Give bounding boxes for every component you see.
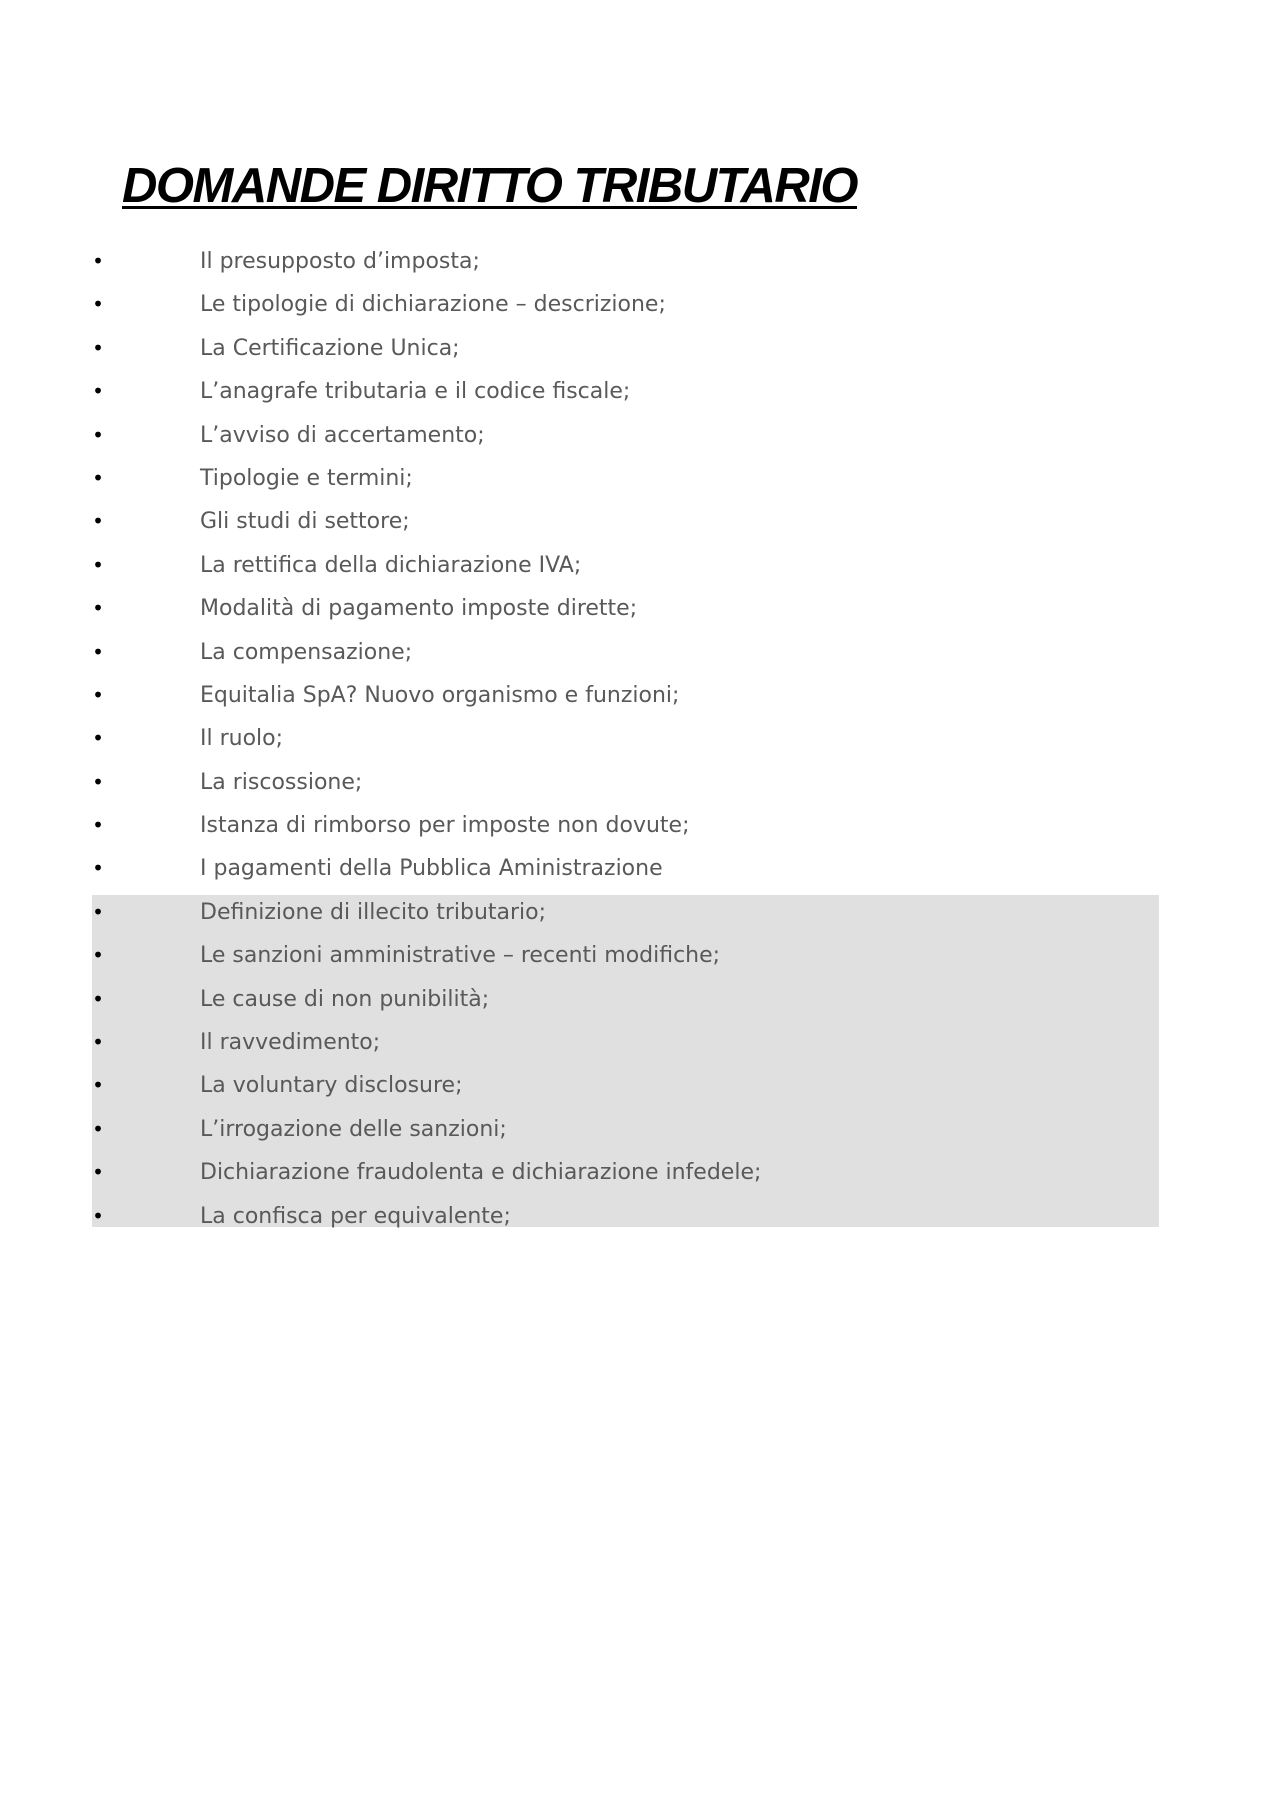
list-item-text: La riscossione; [200,769,363,795]
bullet-icon: • [92,943,104,968]
list-item-text: L’avviso di accertamento; [200,422,485,448]
list-item-highlighted [0,1021,1280,1064]
list-item-text: Definizione di illecito tributario; [200,899,547,925]
list-item-highlighted [0,978,1280,1021]
list-item-text: Modalità di pagamento imposte dirette; [200,596,638,622]
bullet-icon: • [92,639,104,664]
bullet-icon: • [92,769,104,794]
bullet-icon: • [92,856,104,881]
list-item-highlighted [0,1064,1280,1107]
list-item [0,457,1280,500]
bullet-icon: • [92,379,104,404]
list-item [0,761,1280,804]
list-item-highlighted [0,1151,1280,1194]
bullet-icon: • [92,1160,104,1185]
bullet-icon: • [92,1030,104,1055]
bullet-icon: • [92,682,104,707]
list-item-text: La compensazione; [200,639,413,665]
list-item-text: La Certificazione Unica; [200,335,460,361]
bullet-icon: • [92,1203,104,1228]
bullet-icon: • [92,726,104,751]
list-item [0,370,1280,413]
bullet-icon: • [92,596,104,621]
bullet-icon: • [92,465,104,490]
bullet-icon: • [92,899,104,924]
list-item [0,414,1280,457]
list-item [0,804,1280,847]
list-item-text: Dichiarazione fraudolenta e dichiarazione infedele; [200,1160,762,1186]
list-item [0,500,1280,543]
list-item-highlighted [0,891,1280,934]
list-item-text: L’irrogazione delle sanzioni; [200,1116,507,1142]
list-item [0,717,1280,760]
topic-list [0,240,1280,1238]
bullet-icon: • [92,552,104,577]
list-item [0,544,1280,587]
bullet-icon: • [92,249,104,273]
list-item-text: Istanza di rimborso per imposte non dovute; [200,813,690,839]
bullet-icon: • [92,1073,104,1098]
list-item-text: Il ruolo; [200,726,284,752]
list-item [0,283,1280,326]
list-item-text: L’anagrafe tributaria e il codice fiscale; [200,379,631,405]
list-item [0,847,1280,890]
list-item-text: La voluntary disclosure; [200,1073,463,1099]
bullet-icon: • [92,813,104,838]
list-item-highlighted [0,934,1280,977]
list-item-text: La confisca per equivalente; [200,1203,511,1229]
list-item-text: Le sanzioni amministrative – recenti modifiche; [200,943,721,969]
list-item-text: Gli studi di settore; [200,509,410,535]
list-item [0,587,1280,630]
list-item [0,631,1280,674]
bullet-icon: • [92,986,104,1011]
bullet-icon: • [92,422,104,447]
list-item-text: La rettifica della dichiarazione IVA; [200,552,582,578]
list-item-text: Equitalia SpA? Nuovo organismo e funzioni; [200,682,680,708]
list-item [0,674,1280,717]
list-item-text: Tipologie e termini; [200,465,413,491]
list-item-text: I pagamenti della Pubblica Aministrazione [200,856,663,882]
bullet-icon: • [92,292,104,317]
bullet-icon: • [92,335,104,360]
bullet-icon: • [92,1116,104,1141]
list-item-text: Le cause di non punibilità; [200,986,490,1012]
document-title: DOMANDE DIRITTO TRIBUTARIO [122,159,857,213]
list-item-highlighted [0,1108,1280,1151]
list-item-text: Le tipologie di dichiarazione – descrizione; [200,292,666,318]
list-item-text: Il presupposto d’imposta; [200,249,480,274]
list-item-highlighted [0,1195,1280,1238]
bullet-icon: • [92,509,104,534]
list-item [0,240,1280,283]
list-item [0,327,1280,370]
list-item-text: Il ravvedimento; [200,1030,381,1056]
